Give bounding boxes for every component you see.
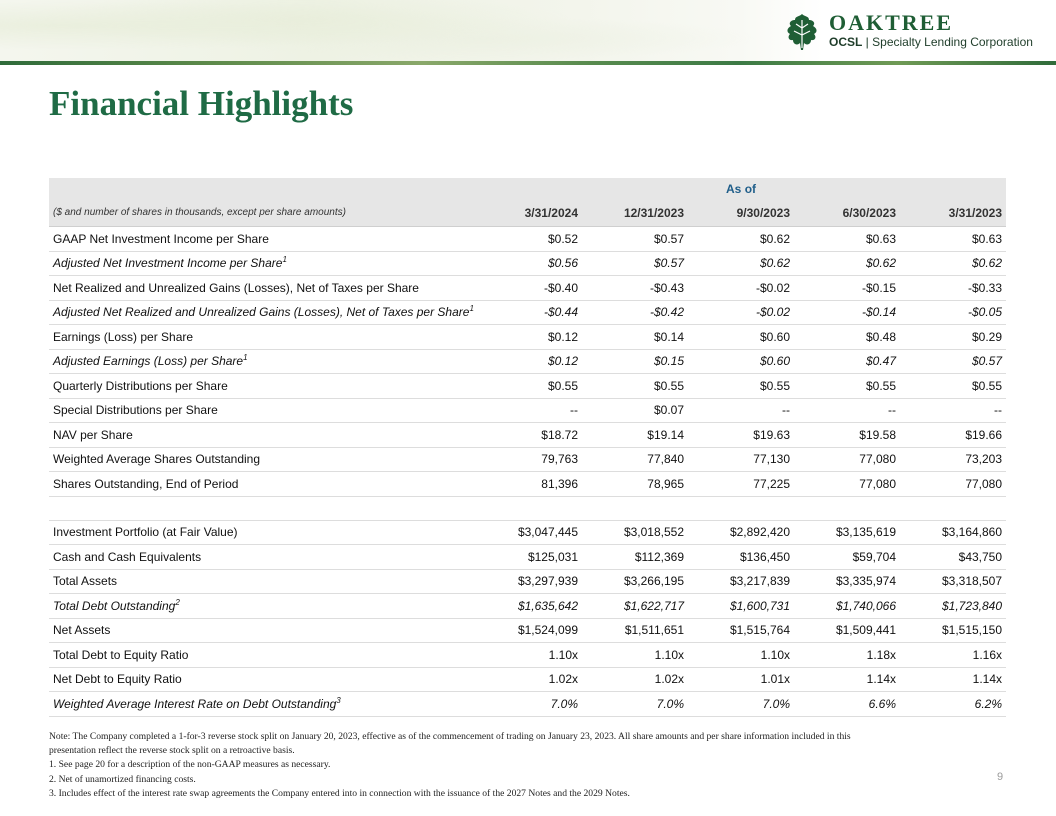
row-label: GAAP Net Investment Income per Share [53, 231, 269, 246]
value-cell: 77,130 [688, 447, 794, 472]
row-label-cell [49, 227, 476, 252]
row-label-cell [49, 594, 476, 619]
value-cell: $0.57 [900, 349, 1006, 374]
value-cell: $0.29 [900, 325, 1006, 350]
row-label: Weighted Average Interest Rate on Debt Outstanding [53, 696, 337, 711]
row-label-cell [49, 276, 476, 301]
value-cell: $1,635,642 [476, 594, 582, 619]
footnote-marker: 1 [282, 255, 287, 265]
column-header: 9/30/2023 [688, 199, 794, 227]
row-label: Weighted Average Shares Outstanding [53, 452, 261, 467]
row-label: Investment Portfolio (at Fair Value) [53, 525, 238, 540]
table-row [49, 618, 1006, 643]
value-cell: $19.14 [582, 423, 688, 448]
footnote-line: Note: The Company completed a 1-for-3 reverse stock split on January 20, 2023, effective as of the commencement of trading on January 23, 2023. All share amounts and per share information included in this [49, 731, 851, 742]
value-cell: -$0.40 [476, 276, 582, 301]
table-row [49, 569, 1006, 594]
value-cell: $1,511,651 [582, 618, 688, 643]
value-cell: $3,217,839 [688, 569, 794, 594]
table-row [49, 545, 1006, 570]
value-cell: -$0.02 [688, 300, 794, 325]
value-cell: $0.55 [794, 374, 900, 399]
value-cell: $19.66 [900, 423, 1006, 448]
per-share-section [49, 227, 1006, 497]
row-label-cell [49, 472, 476, 497]
table-row [49, 472, 1006, 497]
oak-leaf-icon [782, 12, 822, 52]
page-title: Financial Highlights [49, 84, 354, 123]
value-cell: $0.63 [900, 227, 1006, 252]
row-label: Shares Outstanding, End of Period [53, 476, 239, 491]
value-cell: -$0.43 [582, 276, 688, 301]
row-label-cell [49, 325, 476, 350]
table-row [49, 447, 1006, 472]
row-label-cell [49, 349, 476, 374]
table-row [49, 594, 1006, 619]
value-cell: $0.56 [476, 251, 582, 276]
row-label: Earnings (Loss) per Share [53, 329, 194, 344]
value-cell: $0.60 [688, 349, 794, 374]
value-cell: $19.63 [688, 423, 794, 448]
value-cell: $0.62 [688, 251, 794, 276]
value-cell: $1,740,066 [794, 594, 900, 619]
value-cell: $3,135,619 [794, 520, 900, 545]
value-cell: $59,704 [794, 545, 900, 570]
column-header: 12/31/2023 [582, 199, 688, 227]
page-number: 9 [997, 771, 1004, 783]
column-header: 6/30/2023 [794, 199, 900, 227]
brand-subtitle: OCSL | Specialty Lending Corporation [829, 35, 1033, 49]
value-cell: -$0.44 [476, 300, 582, 325]
footnote-line: 3. Includes effect of the interest rate swap agreements the Company entered into in connection with the issuance of the 2027 Notes and the 2029 Notes. [49, 787, 630, 799]
value-cell: $0.62 [688, 227, 794, 252]
value-cell: 73,203 [900, 447, 1006, 472]
brand-ticker: OCSL [829, 35, 863, 49]
balance-sheet-section [49, 520, 1006, 716]
value-cell: -$0.42 [582, 300, 688, 325]
row-label-cell [49, 643, 476, 668]
spacer-row [49, 496, 1006, 520]
value-cell: 1.16x [900, 643, 1006, 668]
row-label: Cash and Cash Equivalents [53, 549, 202, 564]
row-label-cell [49, 692, 476, 717]
value-cell: $0.55 [476, 374, 582, 399]
table-row [49, 643, 1006, 668]
value-cell: $0.62 [900, 251, 1006, 276]
as-of-label: As of [476, 178, 1006, 199]
table-caption: ($ and number of shares in thousands, except per share amounts) [49, 199, 476, 227]
banner-texture [0, 0, 780, 64]
value-cell: $1,622,717 [582, 594, 688, 619]
row-label: Net Realized and Unrealized Gains (Losses), Net of Taxes per Share [53, 280, 419, 295]
row-label: Adjusted Earnings (Loss) per Share [53, 354, 244, 369]
value-cell: $0.57 [582, 251, 688, 276]
value-cell: -$0.33 [900, 276, 1006, 301]
value-cell: $1,524,099 [476, 618, 582, 643]
value-cell: $18.72 [476, 423, 582, 448]
brand-name: OAKTREE [829, 10, 954, 35]
value-cell: 77,080 [794, 472, 900, 497]
company-logo [782, 10, 1032, 54]
value-cell: $3,297,939 [476, 569, 582, 594]
value-cell: $0.55 [688, 374, 794, 399]
table-row [49, 325, 1006, 350]
row-label-cell [49, 423, 476, 448]
row-label-cell [49, 447, 476, 472]
value-cell: 1.02x [476, 667, 582, 692]
value-cell: $0.12 [476, 349, 582, 374]
column-header: 3/31/2023 [900, 199, 1006, 227]
value-cell: $0.47 [794, 349, 900, 374]
value-cell: 79,763 [476, 447, 582, 472]
value-cell: -- [794, 398, 900, 423]
value-cell: 77,080 [794, 447, 900, 472]
value-cell: $0.60 [688, 325, 794, 350]
value-cell: 7.0% [476, 692, 582, 717]
footnote-marker: 1 [469, 304, 474, 314]
table-row [49, 300, 1006, 325]
value-cell: $1,515,150 [900, 618, 1006, 643]
value-cell: $1,723,840 [900, 594, 1006, 619]
footnote-marker: 2 [175, 597, 180, 607]
table-row [49, 520, 1006, 545]
footnotes [49, 730, 989, 801]
value-cell: -- [476, 398, 582, 423]
value-cell: $43,750 [900, 545, 1006, 570]
value-cell: $1,515,764 [688, 618, 794, 643]
value-cell: $0.52 [476, 227, 582, 252]
value-cell: 1.01x [688, 667, 794, 692]
value-cell: $1,600,731 [688, 594, 794, 619]
value-cell: $3,266,195 [582, 569, 688, 594]
row-label: Quarterly Distributions per Share [53, 378, 228, 393]
value-cell: $3,164,860 [900, 520, 1006, 545]
value-cell: 1.02x [582, 667, 688, 692]
value-cell: $0.15 [582, 349, 688, 374]
row-label: Net Assets [53, 623, 111, 638]
value-cell: 1.18x [794, 643, 900, 668]
value-cell: 1.14x [794, 667, 900, 692]
as-of-row [49, 178, 1006, 199]
row-label: Total Debt to Equity Ratio [53, 647, 189, 662]
value-cell: $0.12 [476, 325, 582, 350]
value-cell: $0.14 [582, 325, 688, 350]
row-label-cell [49, 251, 476, 276]
value-cell: 1.10x [582, 643, 688, 668]
row-label: Total Assets [53, 574, 118, 589]
footnote-line: 2. Net of unamortized financing costs. [49, 773, 196, 785]
value-cell: 6.6% [794, 692, 900, 717]
footnote-line: presentation reflect the reverse stock split on a retroactive basis. [49, 745, 295, 757]
table-row [49, 276, 1006, 301]
table-row [49, 423, 1006, 448]
table-row [49, 398, 1006, 423]
table-row [49, 374, 1006, 399]
value-cell: $19.58 [794, 423, 900, 448]
value-cell: 1.10x [476, 643, 582, 668]
footnote-marker: 1 [243, 353, 248, 363]
value-cell: 7.0% [582, 692, 688, 717]
table-row [49, 227, 1006, 252]
banner-divider [0, 61, 1056, 65]
value-cell: -$0.05 [900, 300, 1006, 325]
value-cell: $125,031 [476, 545, 582, 570]
value-cell: 81,396 [476, 472, 582, 497]
value-cell: $3,047,445 [476, 520, 582, 545]
row-label: Special Distributions per Share [53, 403, 218, 418]
row-label-cell [49, 667, 476, 692]
value-cell: -- [900, 398, 1006, 423]
value-cell: $0.55 [900, 374, 1006, 399]
value-cell: -- [688, 398, 794, 423]
value-cell: 7.0% [688, 692, 794, 717]
row-label-cell [49, 300, 476, 325]
column-header-row [49, 199, 1006, 227]
value-cell: $3,335,974 [794, 569, 900, 594]
row-label: Adjusted Net Investment Income per Share [53, 256, 283, 271]
row-label-cell [49, 545, 476, 570]
value-cell: -$0.14 [794, 300, 900, 325]
value-cell: $0.57 [582, 227, 688, 252]
footnote-marker: 3 [336, 695, 341, 705]
value-cell: 1.14x [900, 667, 1006, 692]
value-cell: $1,509,441 [794, 618, 900, 643]
financial-highlights-table [49, 178, 1006, 717]
value-cell: 78,965 [582, 472, 688, 497]
row-label-cell [49, 569, 476, 594]
value-cell: $136,450 [688, 545, 794, 570]
value-cell: 77,225 [688, 472, 794, 497]
value-cell: 1.10x [688, 643, 794, 668]
row-label: Total Debt Outstanding [53, 598, 176, 613]
table-row [49, 349, 1006, 374]
value-cell: 77,080 [900, 472, 1006, 497]
table-row [49, 251, 1006, 276]
value-cell: $0.63 [794, 227, 900, 252]
value-cell: $0.62 [794, 251, 900, 276]
value-cell: 77,840 [582, 447, 688, 472]
value-cell: $3,318,507 [900, 569, 1006, 594]
column-header: 3/31/2024 [476, 199, 582, 227]
value-cell: -$0.02 [688, 276, 794, 301]
value-cell: $0.55 [582, 374, 688, 399]
value-cell: $0.07 [582, 398, 688, 423]
footnote-line: 1. See page 20 for a description of the non-GAAP measures as necessary. [49, 759, 331, 771]
row-label: NAV per Share [53, 427, 133, 442]
row-label-cell [49, 398, 476, 423]
row-label: Net Debt to Equity Ratio [53, 672, 182, 687]
row-label-cell [49, 374, 476, 399]
table-row [49, 667, 1006, 692]
value-cell: $112,369 [582, 545, 688, 570]
table-row [49, 692, 1006, 717]
value-cell: $0.48 [794, 325, 900, 350]
value-cell: $2,892,420 [688, 520, 794, 545]
value-cell: 6.2% [900, 692, 1006, 717]
row-label-cell [49, 618, 476, 643]
value-cell: $3,018,552 [582, 520, 688, 545]
value-cell: -$0.15 [794, 276, 900, 301]
section-spacer [49, 496, 1006, 520]
brand-company: Specialty Lending Corporation [872, 35, 1033, 49]
row-label-cell [49, 520, 476, 545]
row-label: Adjusted Net Realized and Unrealized Gains (Losses), Net of Taxes per Share [53, 305, 470, 320]
